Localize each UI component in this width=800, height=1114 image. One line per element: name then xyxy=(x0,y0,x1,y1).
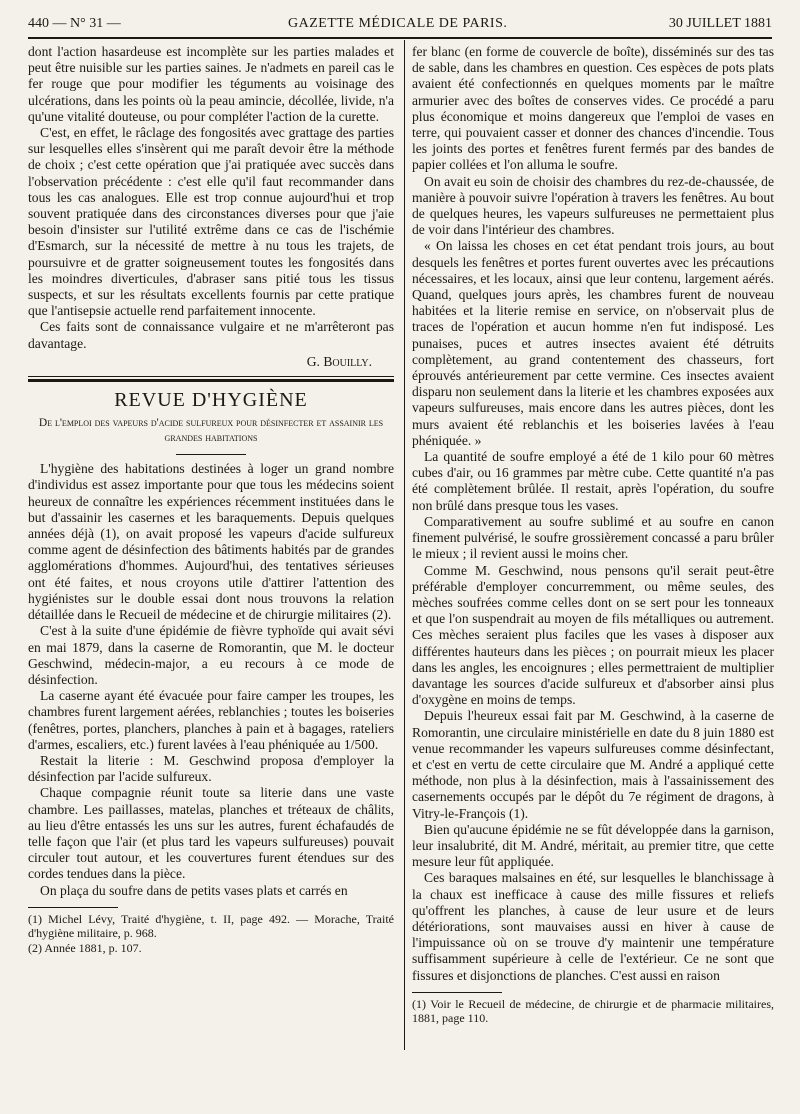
journal-title: GAZETTE MÉDICALE DE PARIS. xyxy=(288,16,508,31)
section-divider xyxy=(28,376,394,382)
paragraph: L'hygiène des habitations destinées à loger un grand nombre d'individus est assez importante pour que tous les médecins soient heureux de connaître les expériences récemment instituées dans le but d'assainir les casernes et les baraquements. Depuis quelques années déjà (1), on avait proposé les vapeurs d'acide sulfureux comme agent de désinfection des bâtiments habités par de grandes agglomérations d'hommes. Aujourd'hui, des tentatives sérieuses ont été faites, et nous croyons utile d'attirer l'attention des hygiénistes sur le double essai dont nous trouvons la relation détaillée dans le Recueil de médecine et de chirurgie militaires (2). xyxy=(28,461,394,623)
paragraph: Bien qu'aucune épidémie ne se fût développée dans la garnison, leur insalubrité, dit M. André, méritait, au premier titre, que cette mesure leur fût appliquée. xyxy=(412,821,774,870)
paragraph: Comme M. Geschwind, nous pensons qu'il serait peut-être préférable d'employer concurremment, ou même seules, des mèches soufrées comme celles dont on se sert pour les tonneaux et que l'on suspendrait au moyen de fils métalliques ou autrement. Ces mèches seraient plus faciles que les vases à disposer aux différentes hauteurs dans les pièces ; on pourrait mieux les placer dans les angles, les encoignures ; elles permettraient de multiplier davantage les sources d'acide sulfureux et d'absorber ainsi plus d'oxygène en moins de temps. xyxy=(412,562,774,708)
header-rule xyxy=(28,37,772,39)
subtitle-rule xyxy=(176,454,246,455)
footnote-rule xyxy=(412,992,502,993)
paragraph: « On laissa les choses en cet état pendant trois jours, au bout desquels les fenêtres et portes furent ouvertes avec les précautions nécessaires, et les locaux, ainsi que leur contenu, largement aérés. Quand, quelques jours après, les chambres furent de nouveau habitées et la literie remise en service, on n'observait plus de traces de l'opération et aucun homme n'en fut indisposé. Les punaises, puces et autres insectes avaient été détruits complètement, au grand contentement des chasseurs, fort éprouvés antérieurement par cette vermine. Ces insectes avaient disparu non seulement dans la literie et les chambres exposées aux vapeurs sulfureuses, mais encore dans les autres pièces, dont les murs avaient été reblanchis et les boiseries lavées à l'eau phéniquée. » xyxy=(412,238,774,448)
paragraph: C'est à la suite d'une épidémie de fièvre typhoïde qui avait sévi en mai 1879, dans la caserne de Romorantin, que M. le docteur Geschwind, médecin-major, a eu recours à ce mode de désinfection. xyxy=(28,623,394,687)
section-title: REVUE D'HYGIÈNE xyxy=(114,389,308,412)
footnote: (2) Année 1881, p. 107. xyxy=(28,940,142,955)
footnote: (1) Michel Lévy, Traité d'hygiène, t. II, page 492. — Morache, Traité d'hygiène militaire, p. 968. xyxy=(28,911,394,941)
paragraph: Ces baraques malsaines en été, sur lesquelles le blanchissage à la chaux est inefficace à cause des mille fissures et reliefs qu'offrent les planches, à cause de leur usure et de leurs détériorations, sont mauvaises aussi en hiver à cause de l'impuissance où on se trouve d'y maintenir une température suffisamment supérieure à celle de l'extérieur. Ce ne sont que fissures et disjonctions de planches. C'est aussi en raison xyxy=(412,870,774,983)
page-header xyxy=(28,14,772,36)
column-separator xyxy=(404,40,405,1050)
page-number: 440 xyxy=(28,16,49,31)
paragraph: Ces faits sont de connaissance vulgaire et ne m'arrêteront pas davantage. xyxy=(28,319,394,351)
footnotes-left xyxy=(28,912,394,956)
paragraph: C'est, en effet, le râclage des fongosités avec grattage des parties sur lesquelles elles s'insèrent qui me paraît devoir être la méthode de choix ; c'est cette opération que j'ai pratiquée avec succès dans l'observation précédente : c'est elle qu'il faut recommander dans tous les cas analogues. Elle est trop connue aujourd'hui et trop souvent pratiquée dans des circonstances diverses pour que j'aie besoin d'insister sur l'utilité extrême dans ce cas de l'ischémie d'Esmarch, sur la nécessité de mettre à nu tous les trajets, de poursuivre et de gratter soigneusement toutes les fongosités dans les moindres diverticules, d'abraser sans pitié tous les tissus suspects, et sur les résultats excellents fournis par cette pratique que l'antisepsie actuelle rend parfaitement innocente. xyxy=(28,125,394,319)
paragraph: Comparativement au soufre sublimé et au soufre en canon finement pulvérisé, le soufre grossièrement concassé a paru brûler le mieux ; il revient aussi le moins cher. xyxy=(412,513,774,562)
page-number-issue xyxy=(28,16,121,32)
left-column xyxy=(28,44,394,955)
paragraph: fer blanc (en forme de couvercle de boîte), disséminés sur des tas de sable, dans les chambres en question. Ces espèces de pots plats avaient été confectionnés en quelques moments par le maître armurier avec des boîtes de conserves vides. Ce procédé a paru plus économique et moins dangereux que l'emploi de vases en terre, qui pouvaient casser et donner des chances d'incendie. Tous les joints des portes et fenêtres furent fermés par des bandes de papier collées et l'on alluma le soufre. xyxy=(412,44,774,173)
article-subtitle: De l'emploi des vapeurs d'acide sulfureux pour désinfecter et assainir les grandes habitations xyxy=(38,417,384,445)
footnotes-right xyxy=(412,997,774,1026)
issue-date: 30 JUILLET 1881 xyxy=(668,16,772,31)
paragraph: On avait eu soin de choisir des chambres du rez-de-chaussée, de manière à pouvoir suivre l'opération à travers les fenêtres. Au bout de quelques heures, les vapeurs sulfureuses ne permettaient plus de voir dans l'intérieur des chambres. xyxy=(412,173,774,238)
issue-number: — N° 31 — xyxy=(52,16,121,31)
author-signature: G. Bouilly. xyxy=(306,353,372,369)
paragraph: Chaque compagnie réunit toute sa literie dans une vaste chambre. Les paillasses, matelas, planches et tréteaux de châlits, au lieu d'être entassés les uns sur les autres, furent échafaudés de telle façon que l'air (et plus tard les vapeurs sulfureuses) pouvait circuler tout autour, et les couvertures furent étendues sur des cordes tendues dans la pièce. xyxy=(28,785,394,882)
footnote-rule xyxy=(28,907,118,908)
footnote: (1) Voir le Recueil de médecine, de chirurgie et de pharmacie militaires, 1881, page 110. xyxy=(412,996,774,1026)
paragraph: La caserne ayant été évacuée pour faire camper les troupes, les chambres furent largement aérées, reblanchies ; toutes les boiseries (fenêtres, portes, planchers, planches à pain et à bagages, rateliers d'armes, escaliers, etc.) furent lavées à l'eau phéniquée au 1/500. xyxy=(28,688,394,752)
paragraph: dont l'action hasardeuse est incomplète sur les parties malades et peut être nuisible sur les parties saines. Je n'admets en pareil cas le fer rouge que pour modifier les téguments au voisinage des ulcérations, dans les points où la peau amincie, décollée, livide, n'a qu'une vitalité douteuse, ou pour compléter l'action de la curette. xyxy=(28,44,394,124)
paragraph: Depuis l'heureux essai fait par M. Geschwind, à la caserne de Romorantin, une circulaire ministérielle en date du 8 juin 1880 est venue recommander les vapeurs sulfureuses comme désinfectant, et c'est en vertu de cette circulaire que M. André a appliqué cette méthode, non plus à la désinfection, mais à l'assainissement des casernements occupés par le dépôt du 7e régiment de dragons, à Vitry-le-François (1). xyxy=(412,708,774,821)
right-column xyxy=(412,44,774,1026)
paragraph: La quantité de soufre employé a été de 1 kilo pour 60 mètres cubes d'air, ou 16 grammes par mètre cube. Cette quantité n'a pas été complètement brûlée. Il restait, après l'opération, du soufre non brûlé dans presque tous les vases. xyxy=(412,449,774,513)
paragraph: On plaça du soufre dans de petits vases plats et carrés en xyxy=(40,882,348,898)
paragraph: Restait la literie : M. Geschwind proposa d'employer la désinfection par l'acide sulfureux. xyxy=(28,752,394,785)
